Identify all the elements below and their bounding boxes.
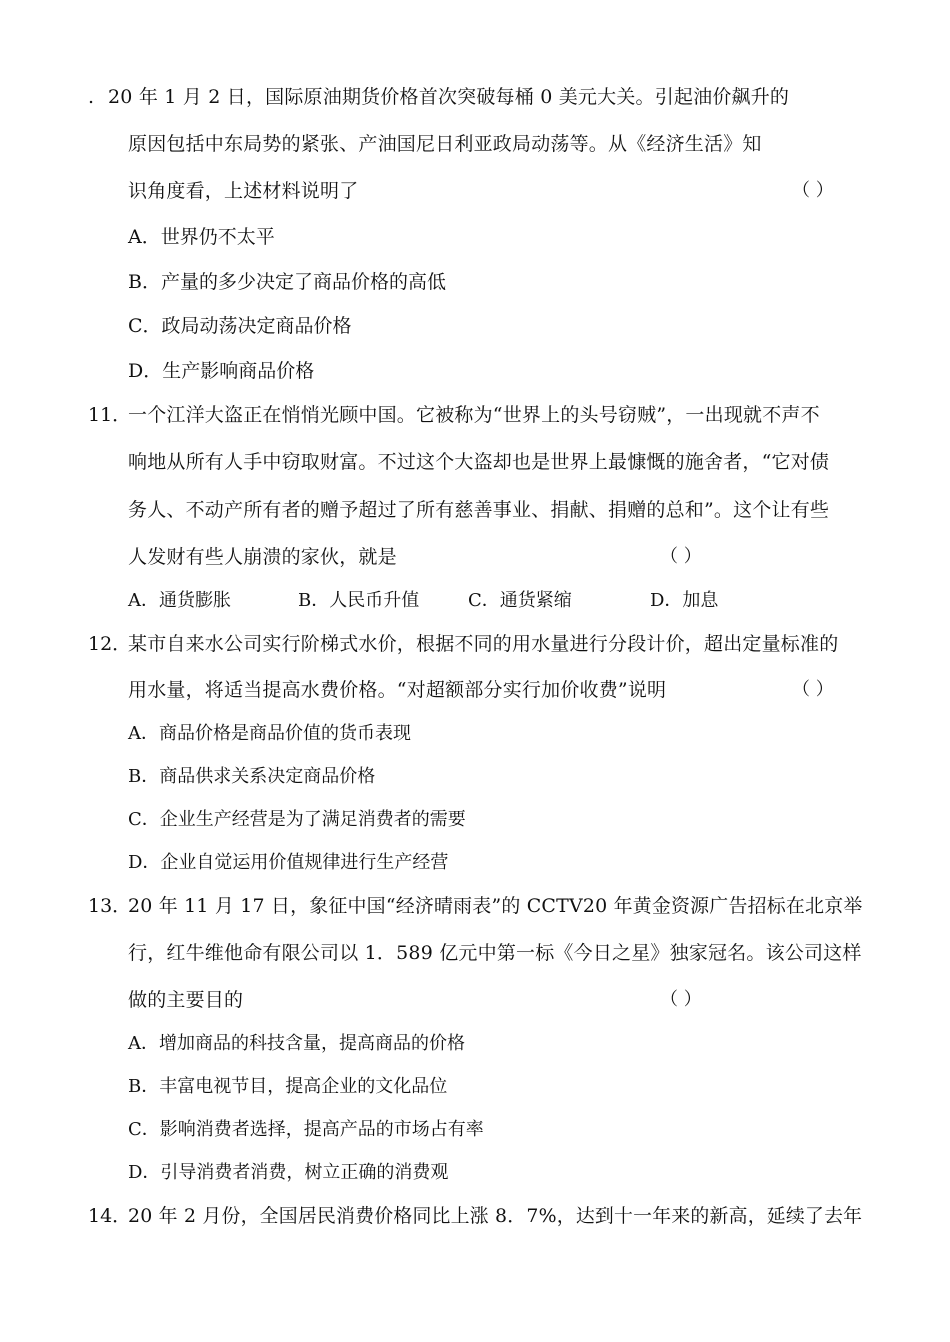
question-text-line: 做的主要目的 (128, 989, 244, 1011)
option-c: C．企业生产经营是为了满足消费者的需要 (128, 809, 466, 830)
question-text-line: 一个江洋大盗正在悄悄光顾中国。它被称为“世界上的头号窃贼”，一出现就不声不 (128, 404, 820, 426)
question-number: 13． (88, 895, 132, 917)
question-number: . (88, 86, 95, 108)
question-text-line: 20 年 1 月 2 日，国际原油期货价格首次突破每桶 0 美元大关。引起油价飙升的 (108, 86, 790, 108)
question-text-line: 响地从所有人手中窃取财富。不过这个大盗却也是世界上最慷慨的施舍者，“它对债 (128, 451, 830, 473)
question-text-line: 某市自来水公司实行阶梯式水价，根据不同的用水量进行分段计价，超出定量标准的 (128, 633, 839, 655)
option-d: D．企业自觉运用价值规律进行生产经营 (128, 852, 449, 873)
option-a: A．通货膨胀 (128, 590, 231, 611)
question-number: 12． (88, 633, 132, 655)
option-b: B．产量的多少决定了商品价格的高低 (128, 271, 446, 293)
answer-paren: （ ） (660, 989, 702, 1010)
question-text-line: 原因包括中东局势的紧张、产油国尼日利亚政局动荡等。从《经济生活》知 (128, 133, 762, 155)
option-a: A．商品价格是商品价值的货币表现 (128, 723, 411, 744)
answer-paren: （ ） (792, 180, 834, 201)
option-c: C．影响消费者选择，提高产品的市场占有率 (128, 1119, 484, 1140)
question-text-line: 用水量，将适当提高水费价格。“对超额部分实行加价收费”说明 (128, 679, 667, 701)
option-a: A．增加商品的科技含量，提高商品的价格 (128, 1033, 465, 1054)
question-text-line: 务人、不动产所有者的赠予超过了所有慈善事业、捐献、捐赠的总和”。这个让有些 (128, 499, 830, 521)
option-b: B．丰富电视节目，提高企业的文化品位 (128, 1076, 448, 1097)
option-b: B．商品供求关系决定商品价格 (128, 766, 376, 787)
option-c: C．政局动荡决定商品价格 (128, 315, 352, 337)
option-d: D．生产影响商品价格 (128, 360, 315, 382)
option-c: C．通货紧缩 (468, 590, 572, 611)
question-text-line: 行，红牛维他命有限公司以 1．589 亿元中第一标《今日之星》独家冠名。该公司这样 (128, 942, 862, 964)
question-number: 11． (88, 404, 132, 426)
option-d: D．加息 (650, 590, 719, 611)
question-text-line: 20 年 2 月份，全国居民消费价格同比上涨 8．7%，达到十一年来的新高，延续了去年 (128, 1205, 863, 1227)
option-b: B．人民币升值 (298, 590, 420, 611)
option-d: D．引导消费者消费，树立正确的消费观 (128, 1162, 449, 1183)
question-text-line: 20 年 11 月 17 日，象征中国“经济晴雨表”的 CCTV20 年黄金资源广告招标在北京举 (128, 895, 863, 917)
option-a: A．世界仍不太平 (128, 226, 275, 248)
question-text-line: 人发财有些人崩溃的家伙，就是 (128, 546, 397, 568)
answer-paren: （ ） (792, 679, 834, 700)
answer-paren: （ ） (660, 546, 702, 567)
question-number: 14． (88, 1205, 132, 1227)
question-text-line: 识角度看，上述材料说明了 (128, 180, 359, 202)
